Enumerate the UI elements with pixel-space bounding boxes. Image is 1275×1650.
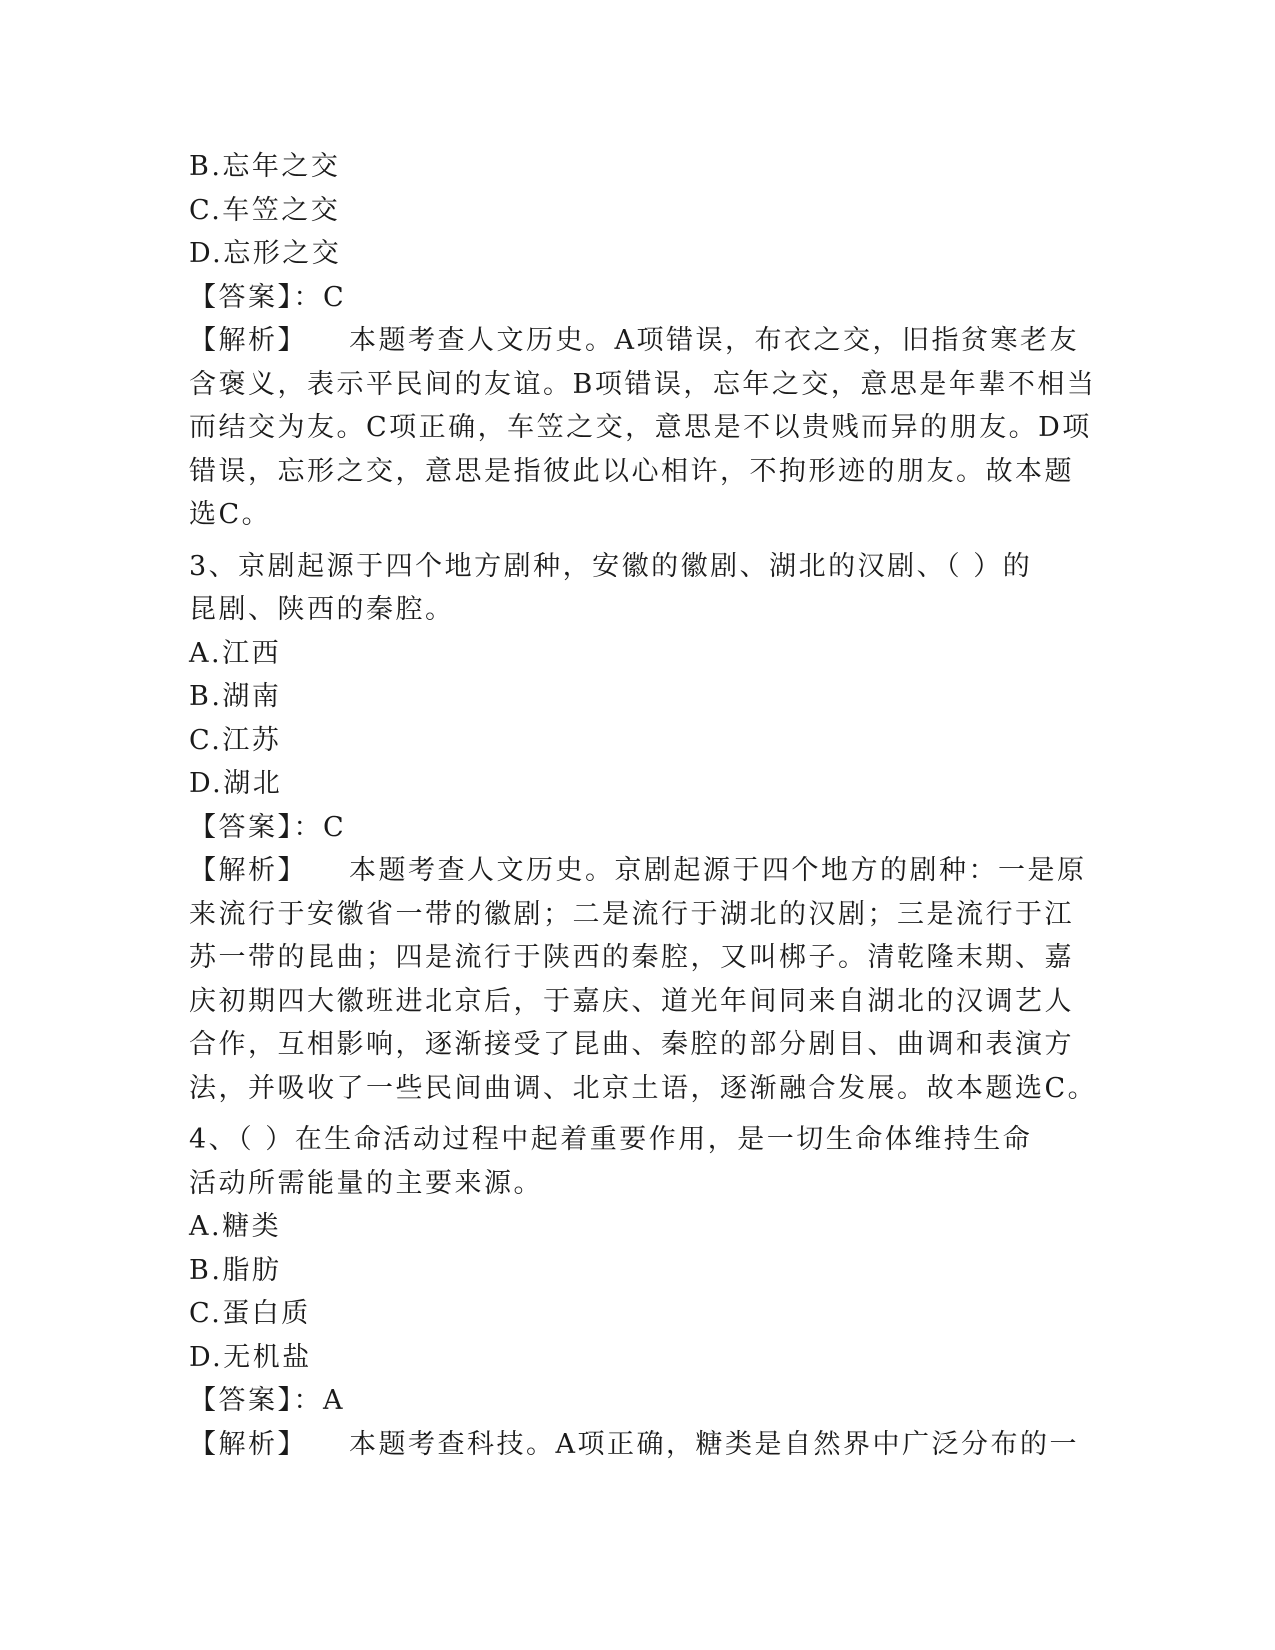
- question-stem: 4、（ ）在生命活动过程中起着重要作用，是一切生命体维持生命: [189, 1124, 1033, 1155]
- analysis-line: [189, 1423, 1089, 1467]
- analysis-text: 来流行于安徽省一带的徽剧；二是流行于湖北的汉剧；三是流行于江: [189, 898, 1074, 930]
- answer-label: 【答案】: [189, 1385, 294, 1416]
- option-a: A.糖类: [189, 1211, 282, 1242]
- option-c: C.江苏: [189, 724, 282, 756]
- question-stem: 昆剧、陕西的秦腔。: [189, 594, 455, 625]
- document-page: [189, 145, 1098, 1466]
- analysis-text: 而结交为友。C项正确，车笠之交，意思是不以贵贱而异的朋友。D项: [189, 412, 1092, 443]
- question-2: [189, 145, 1097, 537]
- analysis-label: 【解析】: [189, 855, 307, 886]
- analysis-text: 本题考查人文历史。A项错误，布衣之交，旧指贫寒老友: [349, 325, 1079, 356]
- analysis-text: 错误，忘形之交，意思是指彼此以心相许，不拘形迹的朋友。故本题: [189, 455, 1074, 487]
- answer-label: 【答案】: [189, 281, 294, 313]
- option-d: D.湖北: [189, 768, 283, 799]
- analysis-label: 【解析】: [189, 325, 307, 356]
- answer-line: [189, 276, 1089, 320]
- answer-label: 【答案】: [189, 811, 294, 843]
- analysis-line: [189, 319, 1089, 363]
- analysis-text: 庆初期四大徽班进北京后，于嘉庆、道光年间同来自湖北的汉调艺人: [189, 985, 1074, 1017]
- option-b: B.忘年之交: [189, 151, 341, 182]
- answer-value: ：A: [293, 1385, 345, 1416]
- option-a: A.江西: [189, 637, 282, 669]
- answer-value: ：C: [293, 811, 347, 843]
- analysis-label: 【解析】: [189, 1428, 307, 1460]
- answer-line: [189, 1379, 1089, 1423]
- analysis-text: 选C。: [189, 499, 272, 530]
- analysis-text: 法，并吸收了一些民间曲调、北京土语，逐渐融合发展。故本题选C。: [189, 1072, 1098, 1104]
- option-c: C.车笠之交: [189, 194, 341, 226]
- analysis-text: 含褒义，表示平民间的友谊。B项错误，忘年之交，意思是年辈不相当: [189, 368, 1097, 400]
- analysis-text: 本题考查人文历史。京剧起源于四个地方的剧种：一是原: [349, 855, 1087, 886]
- option-d: D.忘形之交: [189, 238, 342, 269]
- analysis-text: 本题考查科技。A项正确，糖类是自然界中广泛分布的一: [349, 1428, 1079, 1460]
- analysis-text: 合作，互相影响，逐渐接受了昆曲、秦腔的部分剧目、曲调和表演方: [189, 1029, 1074, 1060]
- analysis-text: 苏一带的昆曲；四是流行于陕西的秦腔，又叫梆子。清乾隆末期、嘉: [189, 942, 1074, 973]
- answer-line: [189, 806, 1089, 850]
- question-4: [189, 1118, 1089, 1466]
- option-c: C.蛋白质: [189, 1298, 311, 1329]
- answer-value: ：C: [293, 281, 347, 313]
- option-d: D.无机盐: [189, 1341, 312, 1373]
- question-stem: 3、京剧起源于四个地方剧种，安徽的徽剧、湖北的汉剧、（ ）的: [189, 550, 1033, 582]
- option-b: B.湖南: [189, 681, 282, 712]
- analysis-line: [189, 849, 1089, 893]
- question-stem: 活动所需能量的主要来源。: [189, 1167, 543, 1199]
- question-3: [189, 545, 1098, 1111]
- option-b: B.脂肪: [189, 1254, 282, 1286]
